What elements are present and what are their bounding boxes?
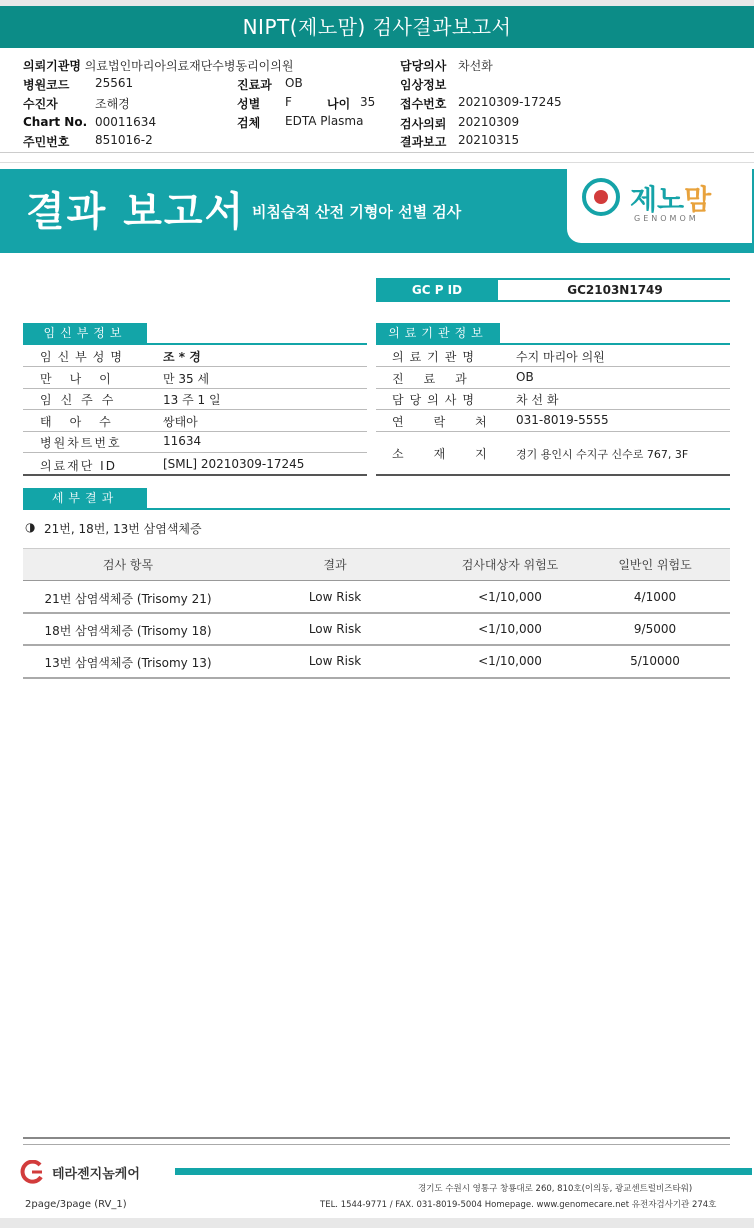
col-header-subject-risk: 검사대상자 위험도 bbox=[461, 558, 559, 572]
doctor-value: 차선화 bbox=[458, 59, 493, 73]
pregnant-value-1: 만 35 세 bbox=[163, 372, 210, 386]
dept-label: 진료과 bbox=[237, 78, 272, 92]
row-divider bbox=[23, 409, 367, 410]
details-subtitle: 21번, 18번, 13번 삼염색체증 bbox=[44, 522, 202, 536]
bottom-strip bbox=[0, 1218, 754, 1228]
age-value: 35 bbox=[360, 95, 376, 109]
resident-no: 851016-2 bbox=[95, 133, 153, 147]
footer-rule-top bbox=[23, 1137, 730, 1139]
row-divider bbox=[376, 366, 730, 367]
row-divider bbox=[376, 431, 730, 432]
report-title: NIPT(제노맘) 검사결과보고서 bbox=[0, 6, 754, 48]
header-left-3: Chart No. bbox=[23, 115, 88, 129]
pregnant-value-5: [SML] 20210309-17245 bbox=[163, 457, 305, 471]
header-left-0: 의뢰기관명 의료법인마리아의료재단수병동리이의원 bbox=[23, 59, 294, 73]
table-row-0-item: 21번 삼염색체증 (Trisomy 21) bbox=[44, 592, 212, 606]
pregnant-label-2: 임신주수 bbox=[40, 393, 123, 407]
footer-address: 경기도 수원시 영통구 창룡대로 260, 810호(이의동, 광교센트럴비즈타워) bbox=[418, 1184, 693, 1194]
row-divider bbox=[23, 452, 367, 453]
institution-label-1: 진료과 bbox=[392, 372, 487, 386]
institution-value-1: OB bbox=[516, 370, 534, 384]
pregnant-table-bottom bbox=[23, 474, 367, 476]
table-row-0-result: Low Risk bbox=[308, 590, 362, 604]
gcpid-value: GC2103N1749 bbox=[567, 283, 663, 297]
table-bottom bbox=[23, 677, 730, 679]
request-label: 검사의뢰 bbox=[400, 117, 447, 131]
header-divider-2 bbox=[0, 162, 754, 163]
row-divider bbox=[376, 388, 730, 389]
institution-label-0: 의료기관명 bbox=[392, 350, 480, 364]
page-number: 2page/3page (RV_1) bbox=[25, 1199, 127, 1210]
header-left-4: 주민번호 bbox=[23, 135, 70, 149]
sex-value: F bbox=[285, 95, 292, 109]
col-header-general-risk: 일반인 위험도 bbox=[618, 558, 692, 572]
row-divider bbox=[23, 612, 730, 614]
header-divider bbox=[0, 152, 754, 153]
header-left-2: 수진자 bbox=[23, 97, 58, 111]
specimen-value: EDTA Plasma bbox=[285, 114, 364, 128]
banner-title: 결과 보고서 bbox=[26, 189, 246, 235]
details-line bbox=[23, 508, 730, 510]
pregnant-info-tag: 임신부정보 bbox=[23, 323, 147, 343]
company-logo-icon bbox=[18, 1160, 46, 1184]
institution-value-3: 031-8019-5555 bbox=[516, 413, 609, 427]
patient-name: 조해경 bbox=[95, 97, 130, 111]
col-header-item: 검사 항목 bbox=[102, 558, 154, 572]
table-row-2-subject-risk: <1/10,000 bbox=[478, 654, 542, 668]
specimen-label: 검체 bbox=[237, 116, 261, 130]
logo-dot-icon bbox=[594, 190, 608, 204]
table-row-0-subject-risk: <1/10,000 bbox=[478, 590, 542, 604]
half-circle-icon: ◑ bbox=[25, 520, 36, 534]
row-divider bbox=[23, 644, 730, 646]
request-value: 20210309 bbox=[458, 115, 520, 129]
pregnant-info-line bbox=[23, 343, 367, 345]
chart-no: 00011634 bbox=[95, 115, 157, 129]
col-header-result: 결과 bbox=[323, 558, 347, 572]
sex-label: 성별 bbox=[237, 97, 261, 111]
clinical-info-label: 임상정보 bbox=[400, 78, 447, 92]
table-row-1-item: 18번 삼염색체증 (Trisomy 18) bbox=[44, 624, 212, 638]
age-label: 나이 bbox=[327, 97, 351, 111]
table-row-2-item: 13번 삼염색체증 (Trisomy 13) bbox=[44, 656, 212, 670]
pregnant-label-4: 병원차트번호 bbox=[40, 436, 122, 450]
pregnant-value-4: 11634 bbox=[163, 434, 202, 448]
pregnant-label-0: 임신부성명 bbox=[40, 350, 128, 364]
footer-rule-second bbox=[23, 1144, 730, 1145]
table-row-0-general-risk: 4/1000 bbox=[633, 590, 677, 604]
company-name: 테라젠지놈케어 bbox=[52, 1167, 140, 1182]
hospital-code: 25561 bbox=[95, 76, 134, 90]
institution-label-2: 담당의사명 bbox=[392, 393, 480, 407]
gcpid-label: GC P ID bbox=[376, 280, 498, 300]
pregnant-label-1: 만나이 bbox=[40, 372, 129, 386]
logo-wordmark: 제노맘 bbox=[630, 183, 712, 216]
table-row-1-result: Low Risk bbox=[308, 622, 362, 636]
pregnant-label-3: 태아수 bbox=[40, 415, 129, 429]
header-bottom bbox=[23, 580, 730, 581]
institution-table-bottom bbox=[376, 474, 730, 476]
institution-label-3: 연락처 bbox=[392, 415, 517, 429]
row-divider bbox=[23, 366, 367, 367]
institution-info-line bbox=[376, 343, 730, 345]
report-date-value: 20210315 bbox=[458, 133, 520, 147]
footer-teal-bar bbox=[175, 1168, 752, 1175]
table-row-2-result: Low Risk bbox=[308, 654, 362, 668]
table-row-1-general-risk: 9/5000 bbox=[633, 622, 677, 636]
pregnant-label-5: 의료재단 ID bbox=[40, 459, 117, 473]
pregnant-value-2: 13 주 1 일 bbox=[163, 393, 221, 407]
institution-label-4: 소재지 bbox=[392, 447, 517, 461]
institution-value-4: 경기 용인시 수지구 신수로 767, 3F bbox=[516, 448, 689, 461]
pregnant-value-0: 조 * 경 bbox=[163, 350, 201, 364]
header-left-1: 병원코드 bbox=[23, 78, 70, 92]
row-divider bbox=[376, 409, 730, 410]
table-row-1-subject-risk: <1/10,000 bbox=[478, 622, 542, 636]
institution-value-0: 수지 마리아 의원 bbox=[516, 350, 605, 364]
report-date-label: 결과보고 bbox=[400, 135, 447, 149]
row-divider bbox=[23, 388, 367, 389]
table-row-2-general-risk: 5/10000 bbox=[630, 654, 680, 668]
institution-info-tag: 의료기관정보 bbox=[376, 323, 500, 343]
reception-label: 접수번호 bbox=[400, 97, 447, 111]
banner-subtitle: 비침습적 산전 기형아 선별 검사 bbox=[252, 203, 462, 221]
dept-value: OB bbox=[285, 76, 303, 90]
details-tag: 세부결과 bbox=[23, 488, 147, 508]
footer-contact: TEL. 1544-9771 / FAX. 031-8019-5004 Homepage. www.genomecare.net 유전자검사기관 274호 bbox=[320, 1200, 717, 1210]
doctor-label: 담당의사 bbox=[400, 59, 447, 73]
row-divider bbox=[23, 431, 367, 432]
logo-subtext: GENOMOM bbox=[634, 214, 699, 223]
pregnant-value-3: 쌍태아 bbox=[163, 415, 198, 429]
institution-value-2: 차 선 화 bbox=[516, 393, 559, 407]
reception-value: 20210309-17245 bbox=[458, 95, 562, 109]
